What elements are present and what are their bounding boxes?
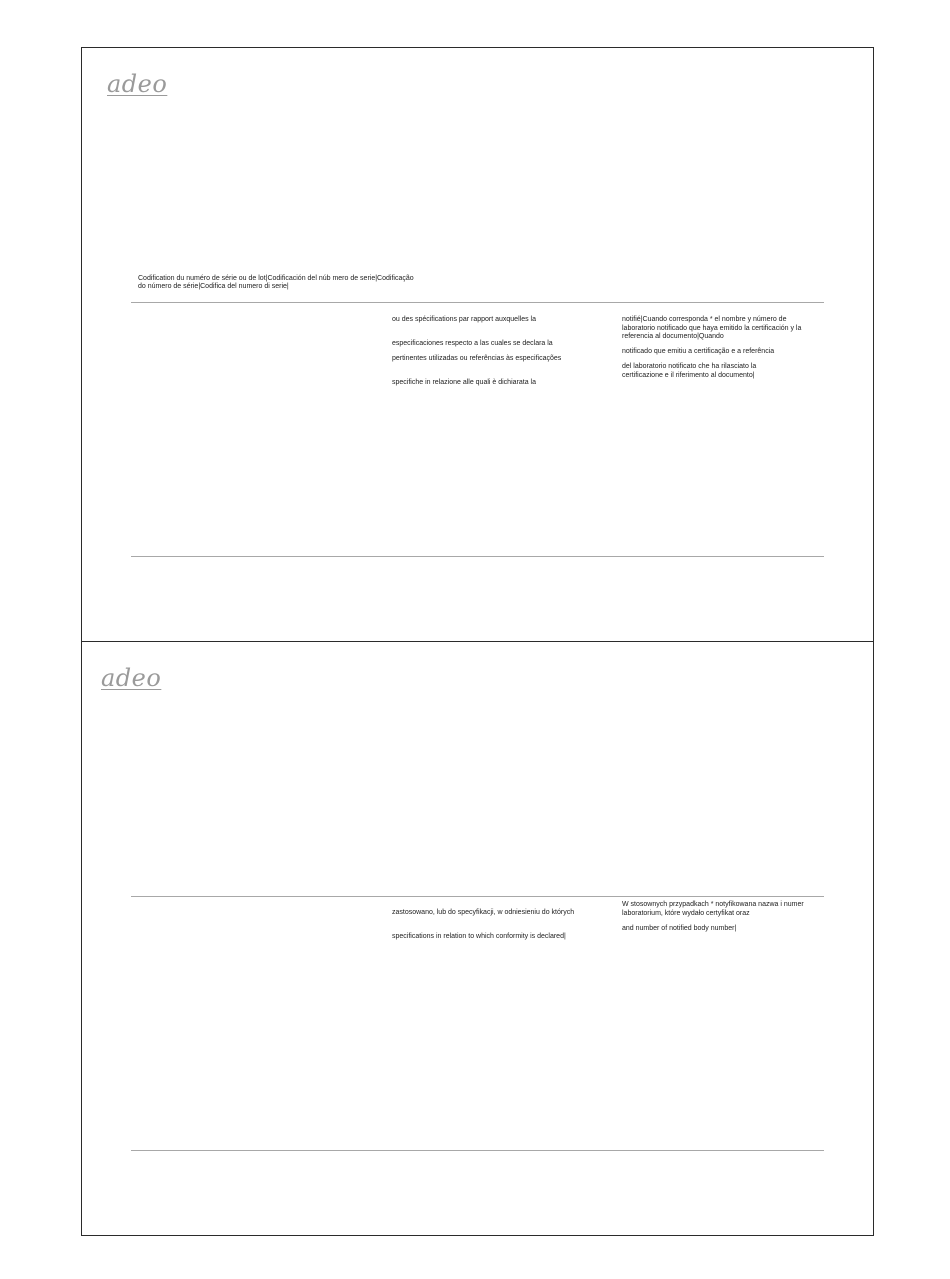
bottom-rule: [131, 1150, 824, 1151]
top-rule: [131, 896, 824, 897]
bottom-rule: [131, 556, 824, 557]
serial-number-heading-line-2: do número de série|Codifica del numero di serie|: [138, 283, 289, 290]
adeo-logo: adeo: [107, 70, 168, 98]
document-page-2: [81, 641, 874, 1236]
middle-col-line-1: zastosowano, lub do specyfikacji, w odniesieniu do których: [392, 909, 575, 916]
top-rule: [131, 302, 824, 303]
middle-col-line-2: especificaciones respecto a las cuales se declara la: [392, 340, 553, 347]
right-col-block-2: notificado que emitiu a certificação e a referência: [622, 348, 775, 355]
middle-col-line-4: specifiche in relazione alle quali è dichiarata la: [392, 379, 536, 386]
serial-number-heading-line-1: Codification du numéro de série ou de lot|Codificación del núb mero de serie|Codificação: [138, 275, 414, 282]
right-col-block-3: del laboratorio notificato che ha rilasciato la certificazione e il riferimento al documento|: [622, 363, 757, 379]
right-col-block-2: and number of notified body number|: [622, 925, 737, 932]
adeo-logo: adeo: [101, 664, 162, 692]
right-col-block-1: notifié|Cuando corresponda * el nombre y número de laboratorio notificado que haya emitido la certificación y la referencia al documento|Quando: [622, 316, 802, 340]
middle-col-line-1: ou des spécifications par rapport auxquelles la: [392, 316, 536, 323]
middle-col-line-2: specifications in relation to which conformity is declared|: [392, 933, 566, 940]
middle-col-line-3: pertinentes utilizadas ou referências às especificações: [392, 355, 562, 362]
document-page-1: [81, 47, 874, 643]
right-col-block-1: W stosownych przypadkach * notyfikowana nazwa i numer laboratorium, które wydało certyfikat oraz: [622, 901, 804, 917]
